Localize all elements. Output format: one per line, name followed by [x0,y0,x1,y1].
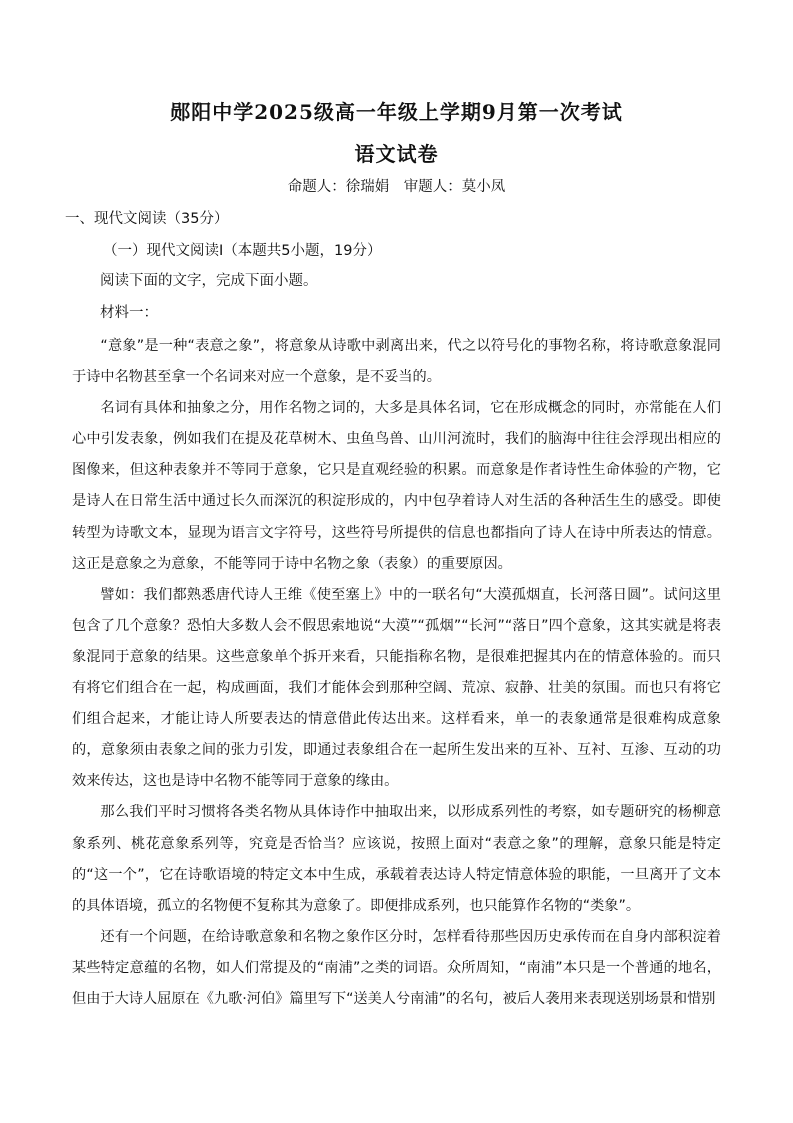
section-heading: 一、现代文阅读（35分） [65,211,229,227]
exam-subtitle: 语文试卷 [354,142,439,166]
passage-body [72,331,721,1015]
authors-line: 命题人：徐瑞娟 审题人：莫小凤 [287,179,506,195]
paragraph: “意象”是一种“表意之象”，将意象从诗歌中剥离出来，代之以符号化的事物名称，将诗歌意象混同于诗中名物甚至拿一个名词来对应一个意象，是不妥当的。 [72,338,721,386]
paragraph: 还有一个问题，在给诗歌意象和名物之象作区分时，怎样看待那些因历史承传而在自身内部积淀着某些特定意蕴的名物，如人们常提及的“南浦”之类的词语。众所周知，“南浦”本只是一个普通的地名，但由于大诗人屈原在《九歌·河伯》篇里写下“送美人兮南浦”的名句，被后人袭用来表现送别场景和惜别 [72,928,721,1007]
subsection-heading: （一）现代文阅读Ⅰ（本题共5小题，19分） [103,243,382,259]
paragraph: 那么我们平时习惯将各类名物从具体诗作中抽取出来，以形成系列性的考察，如专题研究的杨柳意象系列、桃花意象系列等，究竟是否恰当？应该说，按照上面对“表意之象”的理解，意象只能是特定的“这一个”，它在诗歌语境的特定文本中生成，承载着表达诗人特定情意体验的职能，一旦离开了文本的具体语境，孤立的名物便不复称其为意象了。即便排成系列，也只能算作名物的“类象”。 [72,804,721,914]
material-label: 材料一： [100,305,158,321]
paragraph: 譬如：我们都熟悉唐代诗人王维《使至塞上》中的一联名句“大漠孤烟直，长河落日圆”。试问这里包含了几个意象？恐怕大多数人会不假思索地说“大漠”“孤烟”“长河”“落日”四个意象，这其实就是将表象混同于意象的结果。这些意象单个拆开来看，只能指称名物，是很难把握其内在的情意体验的。而只有将它们组合在一起，构成画面，我们才能体会到那种空阔、荒凉、寂静、壮美的氛围。而也只有将它们组合起来，才能让诗人所要表达的情意借此传达出来。这样看来，单一的表象通常是很难构成意象的，意象须由表象之间的张力引发，即通过表象组合在一起所生发出来的互补、互衬、互渗、互动的功效来传达，这也是诗中名物不能等同于意象的缘由。 [72,586,721,790]
paragraph: 名词有具体和抽象之分，用作名物之词的，大多是具体名词，它在形成概念的同时，亦常能在人们心中引发表象，例如我们在提及花草树木、虫鱼鸟兽、山川河流时，我们的脑海中往往会浮现出相应的图像来，但这种表象并不等同于意象，它只是直观经验的积累。而意象是作者诗性生命体验的产物，它是诗人在日常生活中通过长久而深沉的积淀形成的，内中包孕着诗人对生活的各种活生生的感受。即使转型为诗歌文本，显现为语言文字符号，这些符号所提供的信息也都指向了诗人在诗中所表达的情意。这正是意象之为意象，不能等同于诗中名物之象（表象）的重要原因。 [72,400,721,572]
reading-instruction: 阅读下面的文字，完成下面小题。 [100,273,318,289]
exam-title: 郧阳中学2025级高一年级上学期9月第一次考试 [170,100,623,124]
